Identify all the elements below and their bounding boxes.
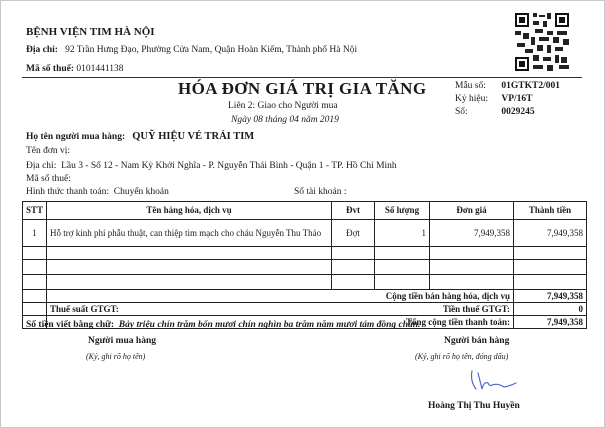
- col-header-name: Tên hàng hóa, dịch vụ: [47, 202, 332, 220]
- payment-method: [26, 187, 169, 197]
- seller-address: [26, 45, 357, 55]
- bank-account: [294, 187, 347, 197]
- col-header-price: Đơn giá: [430, 202, 514, 220]
- buyer-name-value: QUỸ HIỆU VÉ TRÁI TIM: [132, 131, 255, 142]
- table-header-row: [23, 202, 587, 220]
- vat-rate-label: Thuế suất GTGT:: [50, 303, 119, 314]
- form-number-label: Mẫu số:: [455, 81, 486, 91]
- invoice-symbol-value: VP/16T: [501, 94, 533, 104]
- buyer-tax-label: Mã số thuế:: [26, 174, 71, 184]
- header-divider: [22, 77, 582, 78]
- payment-method-label: Hình thức thanh toán:: [26, 187, 109, 197]
- cell-stt: 1: [23, 220, 47, 247]
- bank-account-label: Số tài khoản :: [294, 187, 347, 197]
- seller-address-label: Địa chỉ:: [26, 45, 58, 55]
- signature-image: [462, 367, 522, 395]
- seller-address-value: 92 Trần Hưng Đạo, Phường Cửa Nam, Quận Hoàn Kiếm, Thành phố Hà Nội: [65, 45, 358, 55]
- invoice-title: HÓA ĐƠN GIÁ TRỊ GIA TĂNG: [178, 79, 427, 98]
- form-number-value: 01GTKT2/001: [501, 81, 560, 91]
- cell-unit: Đợt: [332, 220, 375, 247]
- buyer-tax: [26, 174, 71, 184]
- subtotal-label: Cộng tiền bán hàng hóa, dịch vụ: [47, 290, 514, 303]
- amount-in-words-value: Bảy triệu chín trăm bốn mươi chín nghìn ba trăm năm mươi tám đồng chẵn.: [118, 320, 421, 330]
- invoice-symbol: [455, 94, 533, 104]
- subtotal-value: 7,949,358: [514, 290, 587, 303]
- seller-signer-name: Hoàng Thị Thu Huyền: [428, 401, 520, 411]
- items-table: [22, 201, 587, 329]
- col-header-stt: STT: [23, 202, 47, 220]
- cell-qty: 1: [375, 220, 430, 247]
- buyer-address-value: Lầu 3 - Số 12 - Nam Kỳ Khởi Nghĩa - P. Nguyễn Thái Bình - Quận 1 - TP. Hồ Chí Minh: [61, 161, 397, 171]
- vat-label: Tiền thuế GTGT:: [442, 303, 510, 314]
- invoice-date: Ngày 08 tháng 04 năm 2019: [231, 115, 339, 125]
- cell-amount: 7,949,358: [514, 220, 587, 247]
- seller-signature-title: Người bán hàng: [444, 336, 510, 346]
- qr-code-icon: [513, 11, 571, 73]
- payment-method-value: Chuyển khoản: [113, 187, 169, 197]
- buyer-address: [26, 161, 397, 171]
- seller-signature-note: (Ký, ghi rõ họ tên, đóng dấu): [415, 352, 509, 361]
- col-header-qty: Số lượng: [375, 202, 430, 220]
- table-row-empty: [23, 247, 587, 260]
- invoice-copy: Liên 2: Giao cho Người mua: [228, 101, 338, 111]
- form-number: [455, 81, 560, 91]
- table-row-empty: [23, 275, 587, 290]
- amount-in-words-label: Số tiền viết bằng chữ:: [26, 320, 115, 330]
- table-row-empty: [23, 260, 587, 275]
- vat-row: [23, 303, 587, 316]
- invoice-symbol-label: Ký hiệu:: [455, 94, 488, 104]
- buyer-signature-title: Người mua hàng: [88, 336, 156, 346]
- invoice-number-label: Số:: [455, 107, 468, 117]
- buyer-name: [26, 131, 254, 142]
- col-header-amount: Thành tiền: [514, 202, 587, 220]
- vat-cell: [47, 303, 514, 316]
- invoice-number-value: 0029245: [501, 107, 535, 117]
- buyer-signature-note: (Ký, ghi rõ họ tên): [86, 352, 146, 361]
- buyer-unit: [26, 146, 70, 156]
- cell-name: Hỗ trợ kinh phí phẫu thuật, can thiệp tim mạch cho cháu Nguyễn Thu Thảo: [47, 220, 332, 247]
- cell-price: 7,949,358: [430, 220, 514, 247]
- col-header-unit: Đvt: [332, 202, 375, 220]
- amount-in-words: [26, 320, 420, 330]
- seller-tax-label: Mã số thuế:: [26, 64, 75, 74]
- seller-name: BỆNH VIỆN TIM HÀ NỘI: [26, 26, 155, 38]
- buyer-name-label: Họ tên người mua hàng:: [26, 132, 126, 142]
- table-row: [23, 220, 587, 247]
- seller-tax-value: 0101441138: [76, 64, 124, 74]
- vat-value: 0: [514, 303, 587, 316]
- total-value: 7,949,358: [514, 316, 587, 329]
- total-label: Tổng cộng tiền thanh toán:: [47, 316, 514, 329]
- buyer-unit-label: Tên đơn vị:: [26, 146, 71, 156]
- seller-tax: [26, 64, 124, 74]
- buyer-address-label: Địa chỉ:: [26, 161, 57, 171]
- subtotal-row: [23, 290, 587, 303]
- invoice-number: [455, 107, 535, 117]
